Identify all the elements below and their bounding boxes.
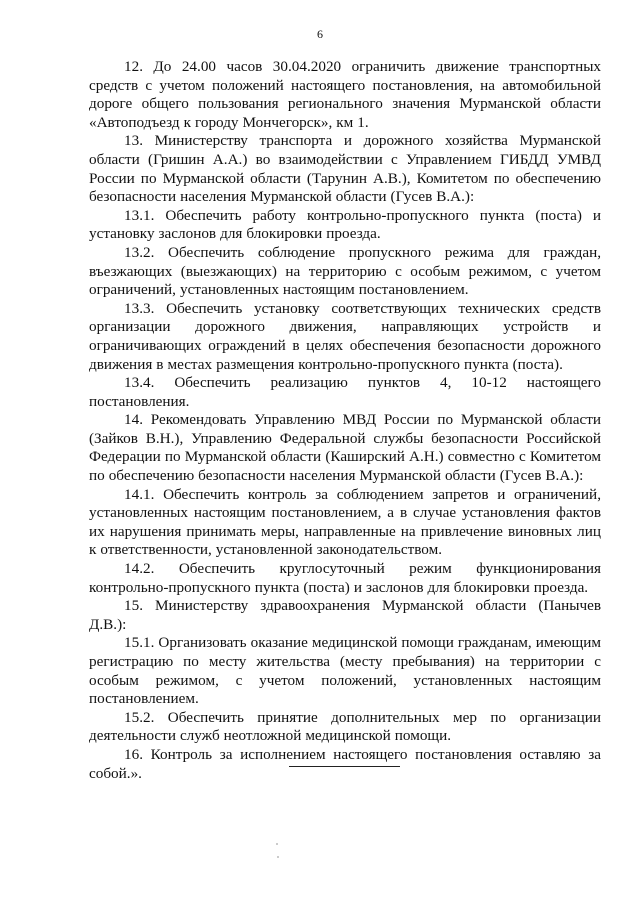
paragraph-13: 13. Министерству транспорта и дорожного хозяйства Мурманской области (Гришин А.А.) во взаимодействии с Управлением ГИБДД УМВД России по Мурманской области (Тарунин А.В.), Комитетом по обеспечению безопасности населения Мурманской области (Гусев В.А.): xyxy=(89,132,601,206)
paragraph-15-1: 15.1. Организовать оказание медицинской помощи гражданам, имеющим регистрацию по месту жительства (месту пребывания) на территории с особым режимом, с учетом положений, установленных настоящим постановлением. xyxy=(89,634,601,708)
paragraph-15: 15. Министерству здравоохранения Мурманской области (Панычев Д.В.): xyxy=(89,597,601,633)
paragraph-16: 16. Контроль за исполнением настоящего постановления оставляю за собой.». xyxy=(89,745,601,782)
paragraph-14: 14. Рекомендовать Управлению МВД России по Мурманской области (Зайков В.Н.), Управлению Федеральной службы безопасности Российской Федерации по Мурманской области (Каширский А.Н.) совместно с Комитетом по обеспечению безопасности населения Мурманской области (Гусев В.А.): xyxy=(89,411,601,485)
paragraph-13-2: 13.2. Обеспечить соблюдение пропускного режима для граждан, въезжающих (выезжающих) на территорию с особым режимом, с учетом ограничений, установленных настоящим постановлением. xyxy=(89,243,601,299)
paragraph-14-1: 14.1. Обеспечить контроль за соблюдением запретов и ограничений, установленных настоящим постановлением, а в случае установления фактов их нарушения принимать меры, направленные на привлечение виновных лиц к ответственности, установленной законодательством. xyxy=(89,485,601,559)
document-body xyxy=(89,58,601,783)
page-number: 6 xyxy=(317,27,323,41)
paragraph-15-2: 15.2. Обеспечить принятие дополнительных мер по организации деятельности служб неотложной медицинской помощи. xyxy=(89,708,601,745)
scan-speck xyxy=(277,856,279,858)
closing-separator-line xyxy=(289,766,400,767)
scan-speck xyxy=(276,843,278,845)
paragraph-13-3: 13.3. Обеспечить установку соответствующих технических средств организации дорожного движения, направляющих устройств и ограничивающих ограждений в целях обеспечения безопасности дорожного движения в местах размещения контрольно-пропускного пункта (поста). xyxy=(89,299,601,373)
paragraph-13-1: 13.1. Обеспечить работу контрольно-пропускного пункта (поста) и установку заслонов для блокировки проезда. xyxy=(89,206,601,243)
paragraph-12: 12. До 24.00 часов 30.04.2020 ограничить движение транспортных средств с учетом положений настоящего постановления, на автомобильной дороге общего пользования регионального значения Мурманской области «Автоподъезд к городу Мончегорск», км 1. xyxy=(89,58,601,131)
paragraph-14-2: 14.2. Обеспечить круглосуточный режим функционирования контрольно-пропускного пункта (поста) и заслонов для блокировки проезда. xyxy=(89,560,601,596)
paragraph-13-4: 13.4. Обеспечить реализацию пунктов 4, 10-12 настоящего постановления. xyxy=(89,374,601,410)
